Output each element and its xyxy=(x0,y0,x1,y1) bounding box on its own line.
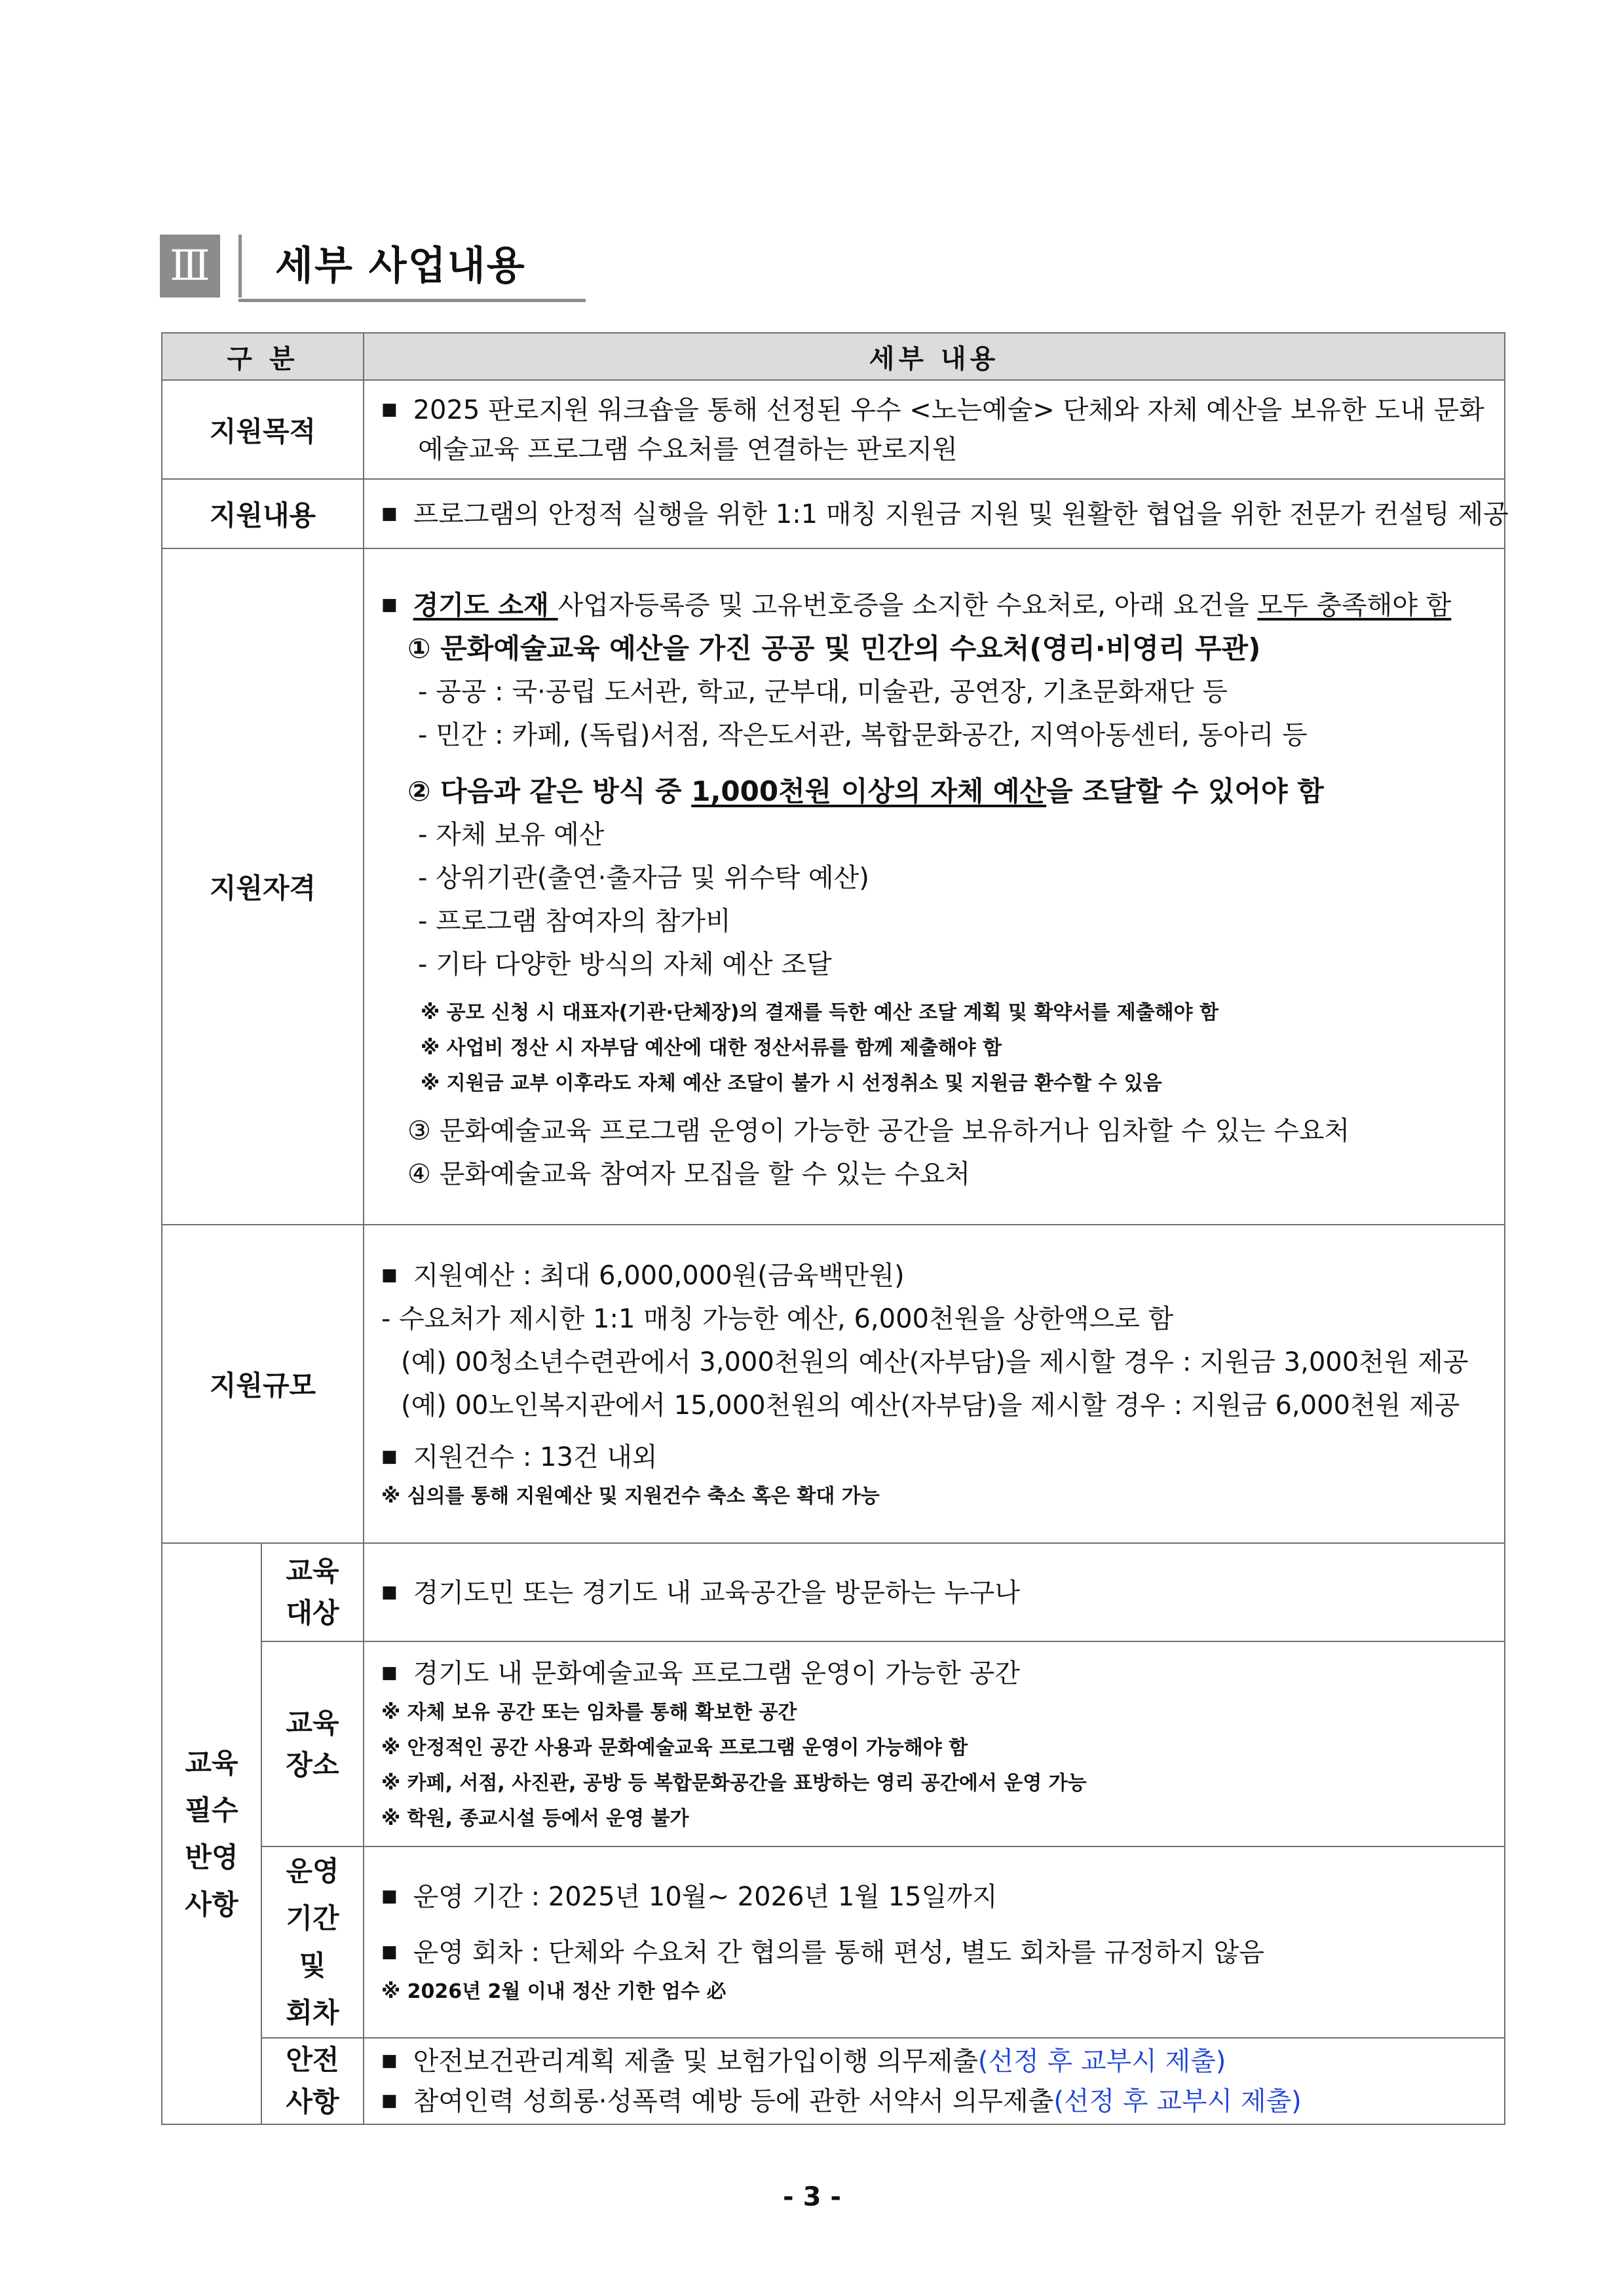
detail-table xyxy=(161,332,1509,2125)
requirement-4: ④ 문화예술교육 참여자 모집을 할 수 있는 수요처 xyxy=(407,1158,971,1189)
support-budget: 지원예산 : 최대 6,000,000원(금육백만원) xyxy=(413,1261,905,1291)
place-note: ※ 카페, 서점, 사진관, 공방 등 복합문화공간을 표방하는 영리 공간에서 운영 가능 xyxy=(381,1772,1087,1795)
heading-underline xyxy=(238,299,586,302)
requirement-2-item: - 상위기관(출연·출자금 및 위수탁 예산) xyxy=(418,862,869,893)
requirement-1-public: - 공공 : 국·공립 도서관, 학교, 군부대, 미술관, 공연장, 기초문화재단 등 xyxy=(418,676,1228,707)
bullet-icon: ■ xyxy=(381,1265,398,1285)
requirement-2-item: - 자체 보유 예산 xyxy=(418,819,605,850)
table-header-row xyxy=(162,333,1505,380)
safety-line-1-note: (선정 후 교부시 제출) xyxy=(977,2046,1226,2076)
row-label-required: 교육 필수 반영 사항 xyxy=(162,1543,261,2124)
safety-line-2: 참여인력 성희롱·성폭력 예방 등에 관한 서약서 의무제출 xyxy=(413,2086,1054,2116)
purpose-line-2: 예술교육 프로그램 수요처를 연결하는 판로지원 xyxy=(418,434,958,465)
place-note: ※ 안정적인 공간 사용과 문화예술교육 프로그램 운영이 가능해야 함 xyxy=(381,1736,968,1759)
safety-content xyxy=(364,2038,1505,2124)
sublabel-place: 교육 장소 xyxy=(261,1641,364,1846)
education-place: 경기도 내 문화예술교육 프로그램 운영이 가능한 공간 xyxy=(413,1658,1020,1689)
page-number: - 3 - xyxy=(783,2182,841,2212)
bullet-icon: ■ xyxy=(381,1447,398,1466)
row-content xyxy=(162,479,1505,548)
requirement-2-item: - 프로그램 참여자의 참가비 xyxy=(418,906,731,936)
requirement-3: ③ 문화예술교육 프로그램 운영이 가능한 공간을 보유하거나 임차할 수 있는 수요처 xyxy=(407,1115,1350,1146)
place-note: ※ 자체 보유 공간 또는 임차를 통해 확보한 공간 xyxy=(381,1701,797,1724)
header-category: 구 분 xyxy=(162,333,364,380)
requirement-1: ① 문화예술교육 예산을 가진 공공 및 민간의 수요처(영리·비영리 무관) xyxy=(407,632,1261,664)
target-content xyxy=(364,1543,1505,1641)
requirement-2-item: - 기타 다양한 방식의 자체 예산 조달 xyxy=(418,949,832,980)
place-content xyxy=(364,1641,1505,1846)
row-label-content: 지원내용 xyxy=(162,479,364,548)
header-details: 세부 내용 xyxy=(364,333,1505,380)
bullet-icon: ■ xyxy=(381,503,398,524)
requirement-2-amount: 1,000천원 이상의 자체 예산 xyxy=(691,775,1047,807)
eligibility-note: ※ 사업비 정산 시 자부담 예산에 대한 정산서류를 함께 제출해야 함 xyxy=(421,1036,1002,1060)
row-purpose xyxy=(162,380,1505,479)
row-scale xyxy=(162,1225,1505,1543)
bullet-icon: ■ xyxy=(381,1942,398,1962)
safety-line-1: 안전보건관리계획 제출 및 보험가입이행 의무제출 xyxy=(413,2046,978,2076)
purpose-content xyxy=(364,380,1505,479)
operation-period: 운영 기간 : 2025년 10월~ 2026년 1월 15일까지 xyxy=(413,1882,998,1912)
section-title: 세부 사업내용 xyxy=(275,243,526,289)
eligibility-note: ※ 지원금 교부 이후라도 자체 예산 조달이 불가 시 선정취소 및 지원금 환수할 수 있음 xyxy=(421,1071,1162,1095)
row-period xyxy=(162,1846,1505,2038)
section-number-badge: Ⅲ xyxy=(160,235,220,297)
support-count: 지원건수 : 13건 내외 xyxy=(413,1442,658,1472)
row-place xyxy=(162,1641,1505,1846)
row-label-purpose: 지원목적 xyxy=(162,380,364,479)
bullet-icon: ■ xyxy=(381,400,398,419)
eligibility-note: ※ 공모 신청 시 대표자(기관·단체장)의 결재를 득한 예산 조달 계획 및 확약서를 제출해야 함 xyxy=(421,1001,1219,1024)
purpose-line-1: 2025 판로지원 워크숍을 통해 선정된 우수 <노는예술> 단체와 자체 예산을 보유한 도내 문화 xyxy=(413,395,1484,425)
support-content-line: 프로그램의 안정적 실행을 위한 1:1 매칭 지원금 지원 및 원활한 협업을 위한 전문가 컨설팅 제공 xyxy=(413,499,1509,529)
bullet-icon: ■ xyxy=(381,1886,398,1906)
operation-rounds: 운영 회차 : 단체와 수요처 간 협의를 통해 편성, 별도 회차를 규정하지 않음 xyxy=(413,1938,1264,1968)
requirement-2: ② 다음과 같은 방식 중 1,000천원 이상의 자체 예산을 조달할 수 있어야 함 xyxy=(407,775,1324,807)
eligibility-intro: 사업자등록증 및 고유번호증을 소지한 수요처로, 아래 요건을 xyxy=(557,590,1258,621)
eligibility-all-required: 모두 충족해야 함 xyxy=(1257,590,1452,621)
bullet-icon: ■ xyxy=(381,2091,398,2111)
safety-line-2-note: (선정 후 교부시 제출) xyxy=(1053,2086,1302,2116)
place-note: ※ 학원, 종교시설 등에서 운영 불가 xyxy=(381,1807,689,1830)
budget-detail: - 수요처가 제시한 1:1 매칭 가능한 예산, 6,000천원을 상한액으로 함 xyxy=(381,1304,1174,1334)
scale-note: ※ 심의를 통해 지원예산 및 지원건수 축소 혹은 확대 가능 xyxy=(381,1485,880,1508)
period-content xyxy=(364,1846,1505,2038)
row-eligibility xyxy=(162,548,1505,1225)
row-target xyxy=(162,1543,1505,1641)
education-target: 경기도민 또는 경기도 내 교육공간을 방문하는 누구나 xyxy=(413,1577,1020,1608)
budget-example: (예) 00청소년수련관에서 3,000천원의 예산(자부담)을 제시할 경우 : 지원금 3,000천원 제공 xyxy=(401,1347,1469,1377)
eligibility-location: 경기도 소재 xyxy=(413,590,558,621)
section-heading xyxy=(160,235,586,303)
row-label-eligibility: 지원자격 xyxy=(162,548,364,1225)
heading-divider xyxy=(238,235,242,297)
budget-example: (예) 00노인복지관에서 15,000천원의 예산(자부담)을 제시할 경우 : 지원금 6,000천원 제공 xyxy=(401,1390,1460,1421)
bullet-icon: ■ xyxy=(381,1582,398,1602)
sublabel-period: 운영 기간 및 회차 xyxy=(261,1846,364,2038)
scale-content xyxy=(364,1225,1505,1543)
sublabel-target: 교육 대상 xyxy=(261,1543,364,1641)
bullet-icon: ■ xyxy=(381,2051,398,2071)
bullet-icon: ■ xyxy=(381,1663,398,1683)
requirement-1-private: - 민간 : 카페, (독립)서점, 작은도서관, 복합문화공간, 지역아동센터, 동아리 등 xyxy=(418,719,1308,750)
eligibility-content xyxy=(364,548,1505,1225)
row-label-scale: 지원규모 xyxy=(162,1225,364,1543)
sublabel-safety: 안전 사항 xyxy=(261,2038,364,2124)
support-content xyxy=(364,479,1509,548)
period-note: ※ 2026년 2월 이내 정산 기한 엄수 必 xyxy=(381,1980,727,2003)
row-safety xyxy=(162,2038,1505,2124)
bullet-icon: ■ xyxy=(381,594,398,615)
